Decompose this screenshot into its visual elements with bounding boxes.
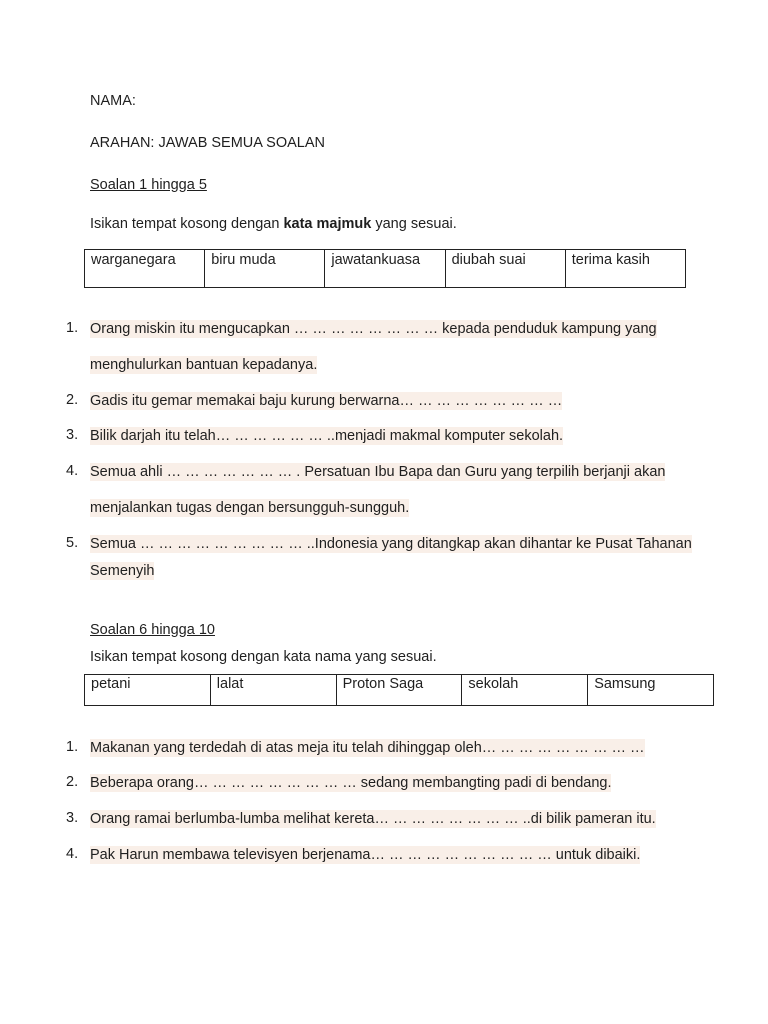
word-bank-cell: Proton Saga <box>336 675 462 706</box>
section2-instruction: Isikan tempat kosong dengan kata nama yang sesuai. <box>90 649 437 665</box>
section1-instruction-post: yang sesuai. <box>371 216 457 232</box>
word-bank-cell: lalat <box>210 675 336 706</box>
word-bank-cell: biru muda <box>205 250 325 288</box>
word-bank-cell: Samsung <box>588 675 714 706</box>
word-bank-cell: jawatankuasa <box>325 250 445 288</box>
word-bank-cell: sekolah <box>462 675 588 706</box>
word-bank-cell: petani <box>85 675 211 706</box>
question-text-cont: menjalankan tugas dengan bersungguh-sungguh. <box>90 500 410 516</box>
question-text-cont: Semenyih <box>90 563 155 579</box>
question-number: 3. <box>66 810 79 826</box>
question-number: 1. <box>66 320 79 336</box>
question-text: Beberapa orang… … … … … … … … … sedang membangting padi di bendang. <box>90 775 612 791</box>
word-bank-table-1 <box>84 249 686 288</box>
question-text: Gadis itu gemar memakai baju kurung berwarna… … … … … … … … … <box>90 393 563 409</box>
section1-instruction <box>90 216 457 232</box>
question-number: 5. <box>66 535 79 551</box>
section1-instruction-bold: kata majmuk <box>283 216 372 232</box>
question-text: Semua … … … … … … … … … ..Indonesia yang ditangkap akan dihantar ke Pusat Tahanan <box>90 536 692 552</box>
section2-title: Soalan 6 hingga 10 <box>90 622 215 638</box>
name-label: NAMA: <box>90 93 136 109</box>
question-number: 1. <box>66 739 79 755</box>
question-number: 4. <box>66 463 79 479</box>
question-text: Makanan yang terdedah di atas meja itu telah dihinggap oleh… … … … … … … … … <box>90 740 645 756</box>
word-bank-cell: terima kasih <box>565 250 685 288</box>
section1-instruction-pre: Isikan tempat kosong dengan <box>90 216 284 232</box>
question-text: Orang ramai berlumba-lumba melihat kereta… … … … … … … … ..di bilik pameran itu. <box>90 811 656 827</box>
word-bank-table-2 <box>84 674 714 706</box>
question-text-cont: menghulurkan bantuan kepadanya. <box>90 357 318 373</box>
question-number: 2. <box>66 774 79 790</box>
question-number: 2. <box>66 392 79 408</box>
question-text: Pak Harun membawa televisyen berjenama… … … … … … … … … … untuk dibaiki. <box>90 847 641 863</box>
question-number: 3. <box>66 427 79 443</box>
question-text: Semua ahli … … … … … … … . Persatuan Ibu Bapa dan Guru yang terpilih berjanji akan <box>90 464 666 480</box>
section1-title: Soalan 1 hingga 5 <box>90 177 207 193</box>
question-text: Orang miskin itu mengucapkan … … … … … … … … kepada penduduk kampung yang <box>90 321 657 337</box>
question-text: Bilik darjah itu telah… … … … … … ..menjadi makmal komputer sekolah. <box>90 428 564 444</box>
word-bank-cell: diubah suai <box>445 250 565 288</box>
word-bank-cell: warganegara <box>85 250 205 288</box>
instruction-heading: ARAHAN: JAWAB SEMUA SOALAN <box>90 135 326 151</box>
question-number: 4. <box>66 846 79 862</box>
